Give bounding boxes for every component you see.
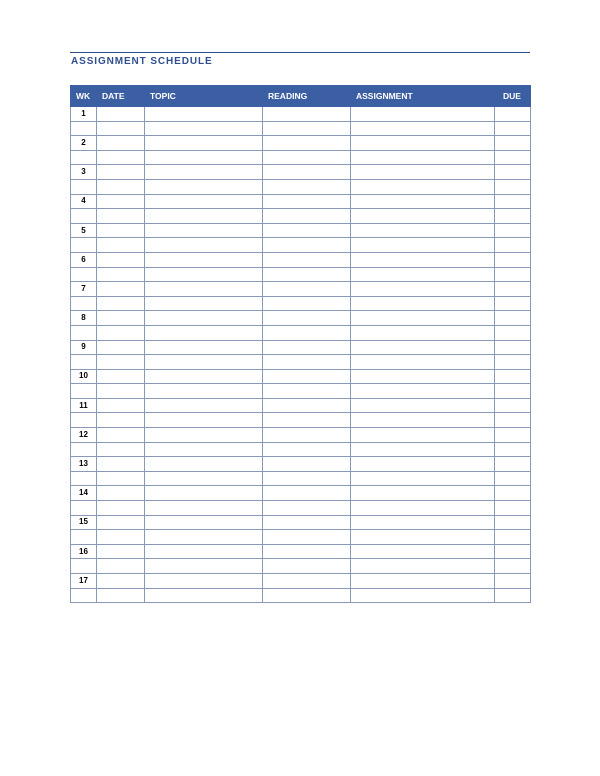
topic-cell[interactable] [145, 515, 263, 530]
assignment-cell[interactable] [351, 515, 495, 530]
reading-cell[interactable] [263, 442, 351, 457]
week-number-cell: 15 [71, 515, 97, 530]
topic-cell[interactable] [145, 428, 263, 443]
assignment-cell[interactable] [351, 179, 495, 194]
due-cell[interactable] [495, 574, 531, 589]
topic-cell[interactable] [145, 501, 263, 516]
week-number-cell: 16 [71, 544, 97, 559]
reading-cell[interactable] [263, 223, 351, 238]
date-cell[interactable] [97, 194, 145, 209]
week-number-cell [71, 559, 97, 574]
reading-cell[interactable] [263, 150, 351, 165]
table-row [71, 398, 531, 413]
topic-cell[interactable] [145, 559, 263, 574]
date-cell[interactable] [97, 252, 145, 267]
week-number-cell: 8 [71, 311, 97, 326]
week-number-cell: 1 [71, 107, 97, 122]
table-row [71, 107, 531, 122]
topic-cell[interactable] [145, 150, 263, 165]
date-cell[interactable] [97, 384, 145, 399]
table-row [71, 486, 531, 501]
date-cell[interactable] [97, 223, 145, 238]
topic-cell[interactable] [145, 457, 263, 472]
reading-cell[interactable] [263, 296, 351, 311]
table-row [71, 544, 531, 559]
week-number-cell [71, 471, 97, 486]
date-cell[interactable] [97, 282, 145, 297]
date-cell[interactable] [97, 107, 145, 122]
assignment-cell[interactable] [351, 544, 495, 559]
date-cell[interactable] [97, 165, 145, 180]
schedule-body [71, 107, 531, 603]
assignment-cell[interactable] [351, 413, 495, 428]
table-row [71, 136, 531, 151]
table-row [71, 252, 531, 267]
reading-cell[interactable] [263, 471, 351, 486]
reading-cell[interactable] [263, 282, 351, 297]
due-cell[interactable] [495, 165, 531, 180]
week-number-cell: 7 [71, 282, 97, 297]
assignment-cell[interactable] [351, 194, 495, 209]
reading-cell[interactable] [263, 574, 351, 589]
due-cell[interactable] [495, 413, 531, 428]
date-cell[interactable] [97, 559, 145, 574]
topic-cell[interactable] [145, 252, 263, 267]
week-number-cell [71, 501, 97, 516]
week-number-cell: 5 [71, 223, 97, 238]
table-row [71, 471, 531, 486]
header-row [71, 86, 531, 107]
table-row [71, 428, 531, 443]
due-cell[interactable] [495, 267, 531, 282]
topic-cell[interactable] [145, 588, 263, 603]
due-cell[interactable] [495, 107, 531, 122]
table-row [71, 194, 531, 209]
reading-cell[interactable] [263, 384, 351, 399]
reading-cell[interactable] [263, 588, 351, 603]
week-number-cell: 13 [71, 457, 97, 472]
assignment-cell[interactable] [351, 588, 495, 603]
reading-cell[interactable] [263, 486, 351, 501]
reading-cell[interactable] [263, 209, 351, 224]
reading-cell[interactable] [263, 325, 351, 340]
date-cell[interactable] [97, 501, 145, 516]
reading-cell[interactable] [263, 457, 351, 472]
date-cell[interactable] [97, 267, 145, 282]
table-row [71, 384, 531, 399]
table-row [71, 223, 531, 238]
date-cell[interactable] [97, 355, 145, 370]
due-cell[interactable] [495, 501, 531, 516]
due-cell[interactable] [495, 340, 531, 355]
week-number-cell [71, 150, 97, 165]
assignment-cell[interactable] [351, 150, 495, 165]
date-cell[interactable] [97, 428, 145, 443]
topic-cell[interactable] [145, 136, 263, 151]
assignment-cell[interactable] [351, 355, 495, 370]
topic-cell[interactable] [145, 340, 263, 355]
assignment-cell[interactable] [351, 107, 495, 122]
week-number-cell [71, 413, 97, 428]
due-cell[interactable] [495, 442, 531, 457]
table-row [71, 150, 531, 165]
table-row [71, 121, 531, 136]
week-number-cell [71, 267, 97, 282]
table-row [71, 355, 531, 370]
date-cell[interactable] [97, 340, 145, 355]
reading-cell[interactable] [263, 136, 351, 151]
assignment-cell[interactable] [351, 252, 495, 267]
assignment-cell[interactable] [351, 574, 495, 589]
reading-cell[interactable] [263, 501, 351, 516]
assignment-cell[interactable] [351, 457, 495, 472]
reading-cell[interactable] [263, 121, 351, 136]
date-cell[interactable] [97, 574, 145, 589]
assignment-cell[interactable] [351, 384, 495, 399]
topic-cell[interactable] [145, 194, 263, 209]
topic-cell[interactable] [145, 267, 263, 282]
table-row [71, 442, 531, 457]
due-cell[interactable] [495, 325, 531, 340]
week-number-cell: 2 [71, 136, 97, 151]
assignment-cell[interactable] [351, 311, 495, 326]
assignment-cell[interactable] [351, 325, 495, 340]
date-cell[interactable] [97, 457, 145, 472]
assignment-cell[interactable] [351, 471, 495, 486]
week-number-cell: 11 [71, 398, 97, 413]
topic-cell[interactable] [145, 471, 263, 486]
assignment-cell[interactable] [351, 136, 495, 151]
date-cell[interactable] [97, 296, 145, 311]
table-row [71, 282, 531, 297]
date-cell[interactable] [97, 442, 145, 457]
topic-cell[interactable] [145, 179, 263, 194]
topic-cell[interactable] [145, 223, 263, 238]
table-row [71, 311, 531, 326]
week-number-cell [71, 238, 97, 253]
week-number-cell: 12 [71, 428, 97, 443]
topic-cell[interactable] [145, 325, 263, 340]
table-row [71, 179, 531, 194]
date-cell[interactable] [97, 209, 145, 224]
assignment-cell[interactable] [351, 165, 495, 180]
assignment-cell[interactable] [351, 267, 495, 282]
topic-cell[interactable] [145, 413, 263, 428]
topic-cell[interactable] [145, 442, 263, 457]
assignment-cell[interactable] [351, 428, 495, 443]
column-header-topic: TOPIC [145, 86, 263, 107]
week-number-cell [71, 179, 97, 194]
due-cell[interactable] [495, 471, 531, 486]
assignment-cell[interactable] [351, 559, 495, 574]
topic-cell[interactable] [145, 530, 263, 545]
week-number-cell [71, 530, 97, 545]
table-row [71, 574, 531, 589]
week-number-cell [71, 384, 97, 399]
due-cell[interactable] [495, 179, 531, 194]
due-cell[interactable] [495, 252, 531, 267]
reading-cell[interactable] [263, 238, 351, 253]
week-number-cell: 6 [71, 252, 97, 267]
date-cell[interactable] [97, 325, 145, 340]
reading-cell[interactable] [263, 369, 351, 384]
week-number-cell [71, 121, 97, 136]
due-cell[interactable] [495, 121, 531, 136]
table-row [71, 530, 531, 545]
topic-cell[interactable] [145, 574, 263, 589]
date-cell[interactable] [97, 136, 145, 151]
due-cell[interactable] [495, 486, 531, 501]
reading-cell[interactable] [263, 252, 351, 267]
topic-cell[interactable] [145, 238, 263, 253]
date-cell[interactable] [97, 179, 145, 194]
topic-cell[interactable] [145, 311, 263, 326]
reading-cell[interactable] [263, 165, 351, 180]
assignment-cell[interactable] [351, 530, 495, 545]
date-cell[interactable] [97, 530, 145, 545]
week-number-cell [71, 209, 97, 224]
table-row [71, 413, 531, 428]
reading-cell[interactable] [263, 530, 351, 545]
table-row [71, 588, 531, 603]
week-number-cell [71, 588, 97, 603]
due-cell[interactable] [495, 223, 531, 238]
reading-cell[interactable] [263, 559, 351, 574]
week-number-cell: 9 [71, 340, 97, 355]
due-cell[interactable] [495, 384, 531, 399]
reading-cell[interactable] [263, 398, 351, 413]
date-cell[interactable] [97, 121, 145, 136]
table-row [71, 165, 531, 180]
due-cell[interactable] [495, 588, 531, 603]
reading-cell[interactable] [263, 413, 351, 428]
table-row [71, 209, 531, 224]
table-row [71, 369, 531, 384]
topic-cell[interactable] [145, 107, 263, 122]
column-header-due: DUE [495, 86, 531, 107]
date-cell[interactable] [97, 311, 145, 326]
assignment-cell[interactable] [351, 486, 495, 501]
date-cell[interactable] [97, 398, 145, 413]
week-number-cell [71, 355, 97, 370]
due-cell[interactable] [495, 311, 531, 326]
table-row [71, 296, 531, 311]
reading-cell[interactable] [263, 267, 351, 282]
week-number-cell [71, 296, 97, 311]
date-cell[interactable] [97, 238, 145, 253]
topic-cell[interactable] [145, 355, 263, 370]
column-header-reading: READING [263, 86, 351, 107]
due-cell[interactable] [495, 530, 531, 545]
date-cell[interactable] [97, 369, 145, 384]
topic-cell[interactable] [145, 282, 263, 297]
due-cell[interactable] [495, 150, 531, 165]
assignment-cell[interactable] [351, 296, 495, 311]
column-header-wk: WK [71, 86, 97, 107]
due-cell[interactable] [495, 194, 531, 209]
reading-cell[interactable] [263, 340, 351, 355]
topic-cell[interactable] [145, 544, 263, 559]
week-number-cell: 14 [71, 486, 97, 501]
due-cell[interactable] [495, 457, 531, 472]
topic-cell[interactable] [145, 209, 263, 224]
due-cell[interactable] [495, 398, 531, 413]
column-header-assignment: ASSIGNMENT [351, 86, 495, 107]
week-number-cell [71, 442, 97, 457]
due-cell[interactable] [495, 238, 531, 253]
assignment-cell[interactable] [351, 209, 495, 224]
table-row [71, 267, 531, 282]
week-number-cell [71, 325, 97, 340]
due-cell[interactable] [495, 369, 531, 384]
due-cell[interactable] [495, 515, 531, 530]
table-row [71, 238, 531, 253]
assignment-schedule-table [70, 85, 531, 603]
due-cell[interactable] [495, 136, 531, 151]
assignment-cell[interactable] [351, 442, 495, 457]
date-cell[interactable] [97, 515, 145, 530]
due-cell[interactable] [495, 544, 531, 559]
topic-cell[interactable] [145, 165, 263, 180]
due-cell[interactable] [495, 209, 531, 224]
date-cell[interactable] [97, 544, 145, 559]
date-cell[interactable] [97, 150, 145, 165]
reading-cell[interactable] [263, 515, 351, 530]
topic-cell[interactable] [145, 398, 263, 413]
week-number-cell: 4 [71, 194, 97, 209]
due-cell[interactable] [495, 282, 531, 297]
week-number-cell: 3 [71, 165, 97, 180]
column-header-date: DATE [97, 86, 145, 107]
topic-cell[interactable] [145, 369, 263, 384]
page-title: ASSIGNMENT SCHEDULE [71, 56, 213, 67]
reading-cell[interactable] [263, 179, 351, 194]
reading-cell[interactable] [263, 311, 351, 326]
topic-cell[interactable] [145, 296, 263, 311]
table-row [71, 325, 531, 340]
week-number-cell: 17 [71, 574, 97, 589]
table-row [71, 515, 531, 530]
due-cell[interactable] [495, 428, 531, 443]
assignment-cell[interactable] [351, 238, 495, 253]
table-row [71, 559, 531, 574]
assignment-cell[interactable] [351, 340, 495, 355]
reading-cell[interactable] [263, 107, 351, 122]
topic-cell[interactable] [145, 486, 263, 501]
date-cell[interactable] [97, 413, 145, 428]
due-cell[interactable] [495, 559, 531, 574]
table-row [71, 340, 531, 355]
due-cell[interactable] [495, 296, 531, 311]
date-cell[interactable] [97, 471, 145, 486]
assignment-cell[interactable] [351, 282, 495, 297]
week-number-cell: 10 [71, 369, 97, 384]
assignment-cell[interactable] [351, 223, 495, 238]
topic-cell[interactable] [145, 121, 263, 136]
reading-cell[interactable] [263, 194, 351, 209]
assignment-cell[interactable] [351, 121, 495, 136]
reading-cell[interactable] [263, 544, 351, 559]
topic-cell[interactable] [145, 384, 263, 399]
assignment-cell[interactable] [351, 369, 495, 384]
date-cell[interactable] [97, 588, 145, 603]
reading-cell[interactable] [263, 428, 351, 443]
due-cell[interactable] [495, 355, 531, 370]
assignment-cell[interactable] [351, 501, 495, 516]
reading-cell[interactable] [263, 355, 351, 370]
date-cell[interactable] [97, 486, 145, 501]
table-row [71, 457, 531, 472]
title-rule [70, 52, 530, 53]
assignment-cell[interactable] [351, 398, 495, 413]
table-row [71, 501, 531, 516]
